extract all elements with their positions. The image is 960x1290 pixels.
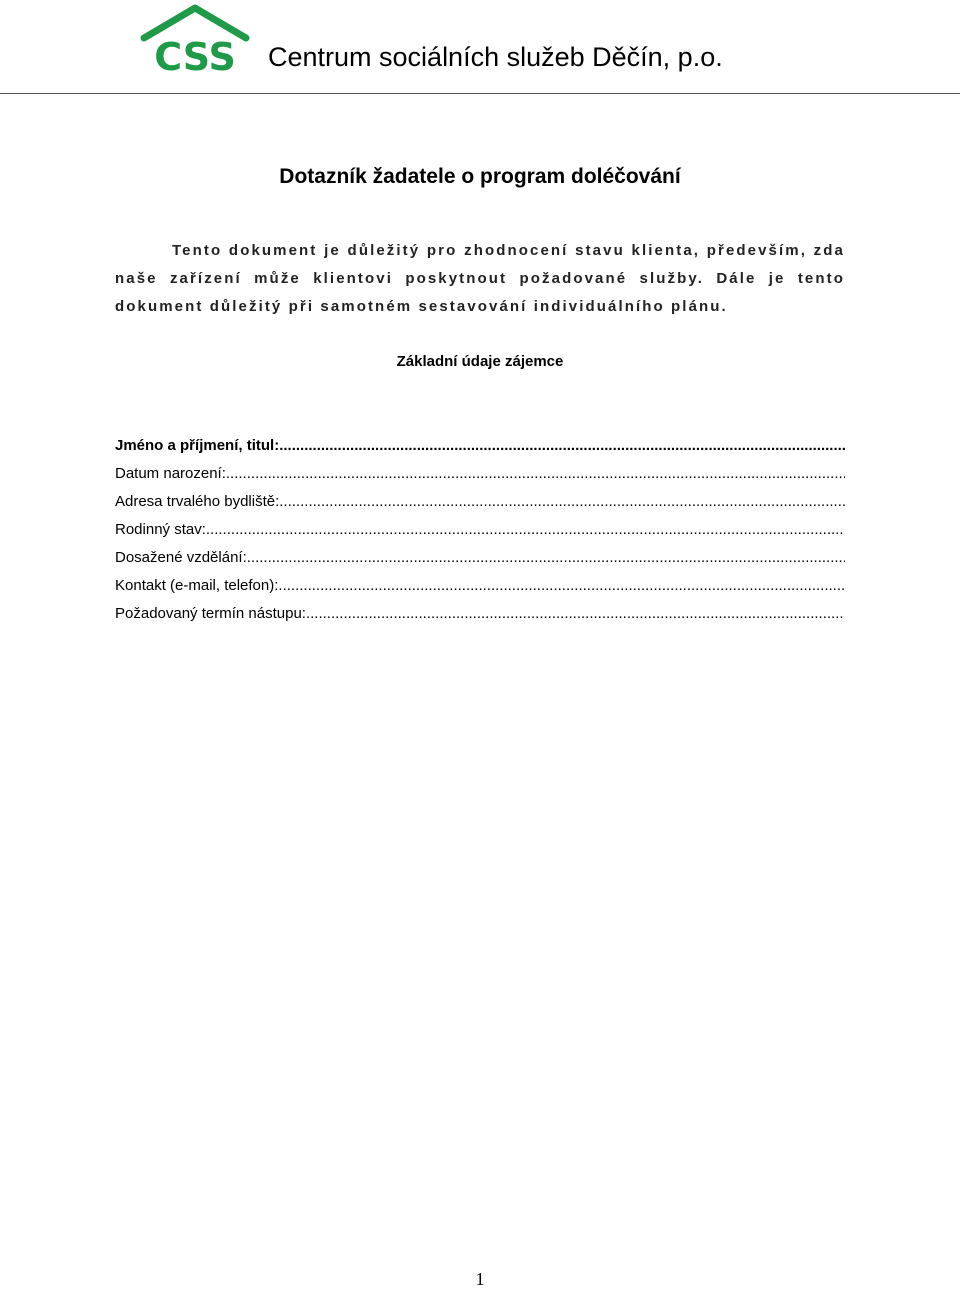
education-input[interactable] xyxy=(247,544,845,572)
marital-status-input[interactable] xyxy=(206,516,845,544)
intro-paragraph: Tento dokument je důležitý pro zhodnocení stavu klienta, především, zda naše zařízení může klientovi poskytnout požadované služby. Dále je tento dokument důležitý při samotném sestavování individuálního plánu. xyxy=(115,242,845,315)
field-birth-date xyxy=(115,460,845,488)
start-date-input[interactable] xyxy=(306,600,845,628)
document-title: Dotazník žadatele o program doléčování xyxy=(279,165,681,188)
field-start-date xyxy=(115,600,845,628)
contact-input[interactable] xyxy=(278,572,845,600)
logo-lettering: CSS xyxy=(154,35,236,74)
field-address xyxy=(115,488,845,516)
page-number: 1 xyxy=(475,1269,485,1289)
css-logo-icon xyxy=(140,2,250,74)
field-label: Kontakt (e-mail, telefon): xyxy=(115,577,279,594)
field-marital-status xyxy=(115,516,845,544)
field-label: Datum narození: xyxy=(115,465,226,482)
field-label: Dosažené vzdělání: xyxy=(115,549,247,566)
address-input[interactable] xyxy=(279,488,845,516)
field-label: Rodinný stav: xyxy=(115,521,206,538)
applicant-fields xyxy=(115,432,845,628)
full-name-input[interactable] xyxy=(279,432,845,460)
field-label: Jméno a příjmení, titul: xyxy=(115,437,280,454)
organization-name: Centrum sociálních služeb Děčín, p.o. xyxy=(268,42,723,72)
field-label: Adresa trvalého bydliště: xyxy=(115,493,280,510)
field-label: Požadovaný termín nástupu: xyxy=(115,605,306,622)
page-header xyxy=(0,0,960,95)
birth-date-input[interactable] xyxy=(226,460,845,488)
field-education xyxy=(115,544,845,572)
field-full-name xyxy=(115,432,845,460)
section-heading: Základní údaje zájemce xyxy=(396,353,564,370)
field-contact xyxy=(115,572,845,600)
header-divider xyxy=(0,93,960,94)
